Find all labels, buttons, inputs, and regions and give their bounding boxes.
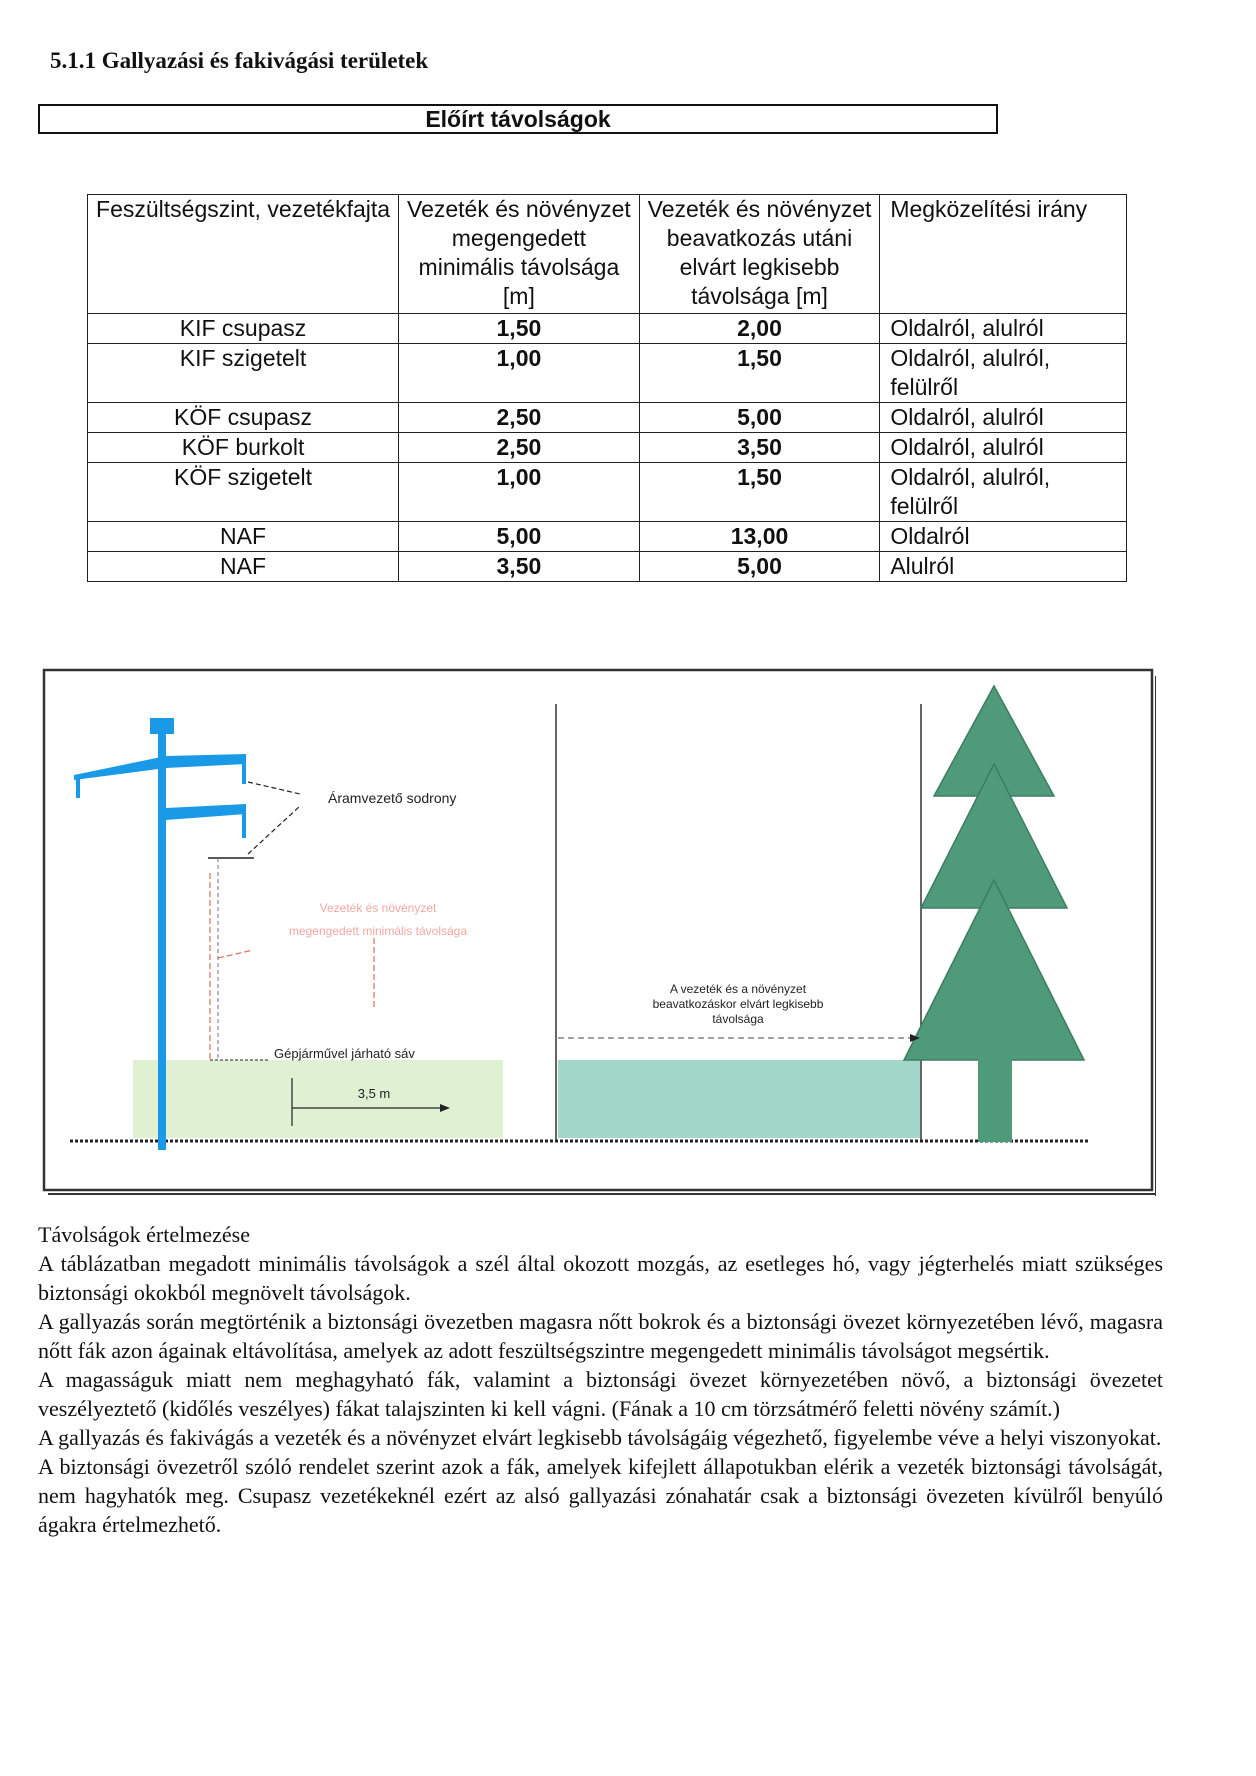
cell-after: 5,00 (639, 403, 880, 433)
text-paragraph: A biztonsági övezetről szóló rendelet szerint azok a fák, amelyek kifejlett állapotukban elérik a vezeték biztonsági távolságát, nem hagyhatók meg. Csupasz vezetékeknél ezért az alsó gallyazási zónahatár csak a biztonsági övezeten kívülről benyúló ágakra értelmezhető. (38, 1454, 1163, 1537)
table-header-row (88, 195, 1127, 314)
lane-label: Gépjárművel járható sáv (274, 1046, 415, 1061)
clearance-diagram (38, 668, 1156, 1196)
header-voltage-level: Feszültségszint, vezetékfajta (88, 195, 399, 314)
header-after-distance: Vezeték és növényzet beavatkozás utáni elvárt legkisebb távolsága [m] (639, 195, 880, 314)
text-paragraph: A gallyazás során megtörténik a biztonsági övezetben magasra nőtt bokrok és a biztonsági övezet környezetében lévő, magasra nőtt fák azon ágainak eltávolítása, amelyek az adott feszültségszintre megengedett minimális távolságot megsértik. (38, 1309, 1163, 1363)
cell-after: 1,50 (639, 463, 880, 522)
cell-kind: KÖF burkolt (88, 433, 399, 463)
cell-min: 2,50 (399, 403, 640, 433)
cell-after: 1,50 (639, 344, 880, 403)
cell-direction: Oldalról, alulról (880, 433, 1127, 463)
cell-kind: NAF (88, 552, 399, 582)
after-distance-label: beavatkozáskor elvárt legkisebb (652, 997, 824, 1011)
header-direction: Megközelítési irány (880, 195, 1127, 314)
min-distance-arrow (218, 950, 253, 958)
table-row (88, 314, 1127, 344)
interpretation-text (38, 1220, 1163, 1539)
tree-icon (904, 686, 1084, 1142)
cell-direction: Oldalról, alulról, felülről (880, 463, 1127, 522)
cell-min: 1,00 (399, 344, 640, 403)
cell-min: 1,00 (399, 463, 640, 522)
header-min-distance: Vezeték és növényzet megengedett minimális távolsága [m] (399, 195, 640, 314)
distance-table (87, 194, 1127, 582)
cell-direction: Oldalról (880, 522, 1127, 552)
cell-kind: NAF (88, 522, 399, 552)
cell-after: 3,50 (639, 433, 880, 463)
table-row (88, 344, 1127, 403)
text-paragraph: A gallyazás és fakivágás a vezeték és a növényzet elvárt legkisebb távolságáig végezhető, figyelembe véve a helyi viszonyokat. (38, 1425, 1162, 1450)
cell-direction: Oldalról, alulról, felülről (880, 344, 1127, 403)
cell-min: 1,50 (399, 314, 640, 344)
banner-title: Előírt távolságok (38, 104, 998, 134)
table-row (88, 433, 1127, 463)
min-distance-label: Vezeték és növényzet (319, 901, 437, 915)
after-distance-label: távolsága (712, 1012, 764, 1026)
cell-after: 13,00 (639, 522, 880, 552)
wire-pointer (248, 806, 300, 854)
cell-kind: KIF szigetelt (88, 344, 399, 403)
cell-after: 2,00 (639, 314, 880, 344)
min-distance-label: megengedett minimális távolsága (288, 924, 468, 938)
cell-min: 3,50 (399, 552, 640, 582)
wire-pointer (248, 782, 300, 794)
cell-kind: KÖF szigetelt (88, 463, 399, 522)
table-row (88, 522, 1127, 552)
text-heading: Távolságok értelmezése (38, 1222, 250, 1247)
section-title: 5.1.1 Gallyazási és fakivágási területek (50, 48, 429, 73)
cell-direction: Oldalról, alulról (880, 403, 1127, 433)
lane-band (133, 1060, 503, 1138)
cell-kind: KÖF csupasz (88, 403, 399, 433)
clearance-band (558, 1060, 920, 1138)
table-row (88, 403, 1127, 433)
table-row (88, 552, 1127, 582)
cell-kind: KIF csupasz (88, 314, 399, 344)
cell-direction: Alulról (880, 552, 1127, 582)
cell-after: 5,00 (639, 552, 880, 582)
text-paragraph: A táblázatban megadott minimális távolságok a szél által okozott mozgás, az esetleges hó, vagy jégterhelés miatt szükséges biztonsági okokból megnövelt távolságok. (38, 1251, 1163, 1305)
table-row (88, 463, 1127, 522)
text-paragraph: A magasságuk miatt nem meghagyható fák, valamint a biztonsági övezet környezetében növő, a biztonsági övezetet veszélyeztető (kidőlés veszélyes) fákat talajszinten ki kell vágni. (Fának a 10 cm törzsátmérő feletti növény számít.) (38, 1367, 1163, 1421)
cell-direction: Oldalról, alulról (880, 314, 1127, 344)
cell-min: 5,00 (399, 522, 640, 552)
after-distance-label: A vezeték és a növényzet (669, 982, 807, 996)
width-label: 3,5 m (357, 1086, 391, 1101)
wire-label: Áramvezető sodrony (328, 790, 457, 806)
cell-min: 2,50 (399, 433, 640, 463)
